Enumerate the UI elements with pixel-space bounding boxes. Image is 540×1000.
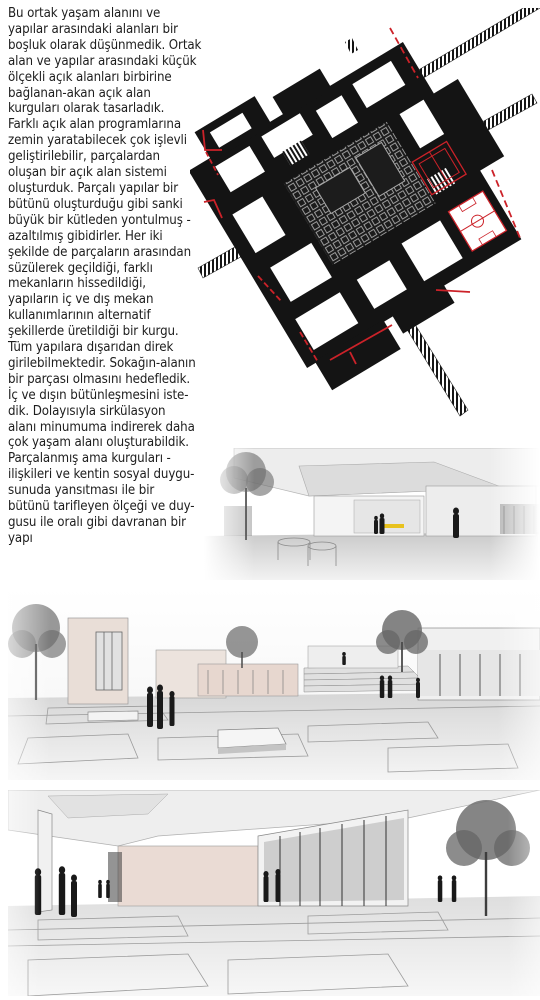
description-line: İç ve dışın bütünleşmesini iste- [8,387,189,403]
description-line: oluşturduk. Parçalı yapılar bir [8,180,179,196]
courtyard-perspective [204,448,540,580]
description-line: sunuda yansıtması ile bir [8,483,155,499]
description-line: gusu ile oralı gibi davranan bir [8,515,186,530]
description-line: geliştirilebilir, parçalardan [8,149,160,165]
description-line: bütünü oluşturduğu gibi sanki [8,196,183,212]
description-line: şekilde de parçaların arasından [8,244,191,260]
description-line: zemin yaratabilecek çok işlevli [8,133,187,149]
description-line: dik. Dolayısıyla sirkülasyon [8,403,166,419]
portico-perspective [8,790,540,996]
description-line: ilişkileri ve kentin sosyal duygu- [8,467,195,483]
description-line: büyük bir kütleden yontulmuş - [8,212,191,228]
circulation-strip-ne [405,8,540,86]
description-line: Tüm yapılara dışarıdan direk [8,340,174,356]
description-line: bütünü tarifleyen ölçeği ve duy- [8,499,195,515]
description-line: kurguları olarak tasarladık. [8,101,165,117]
site-plan-axonometric [190,8,540,428]
description-line: boşluk olarak düşünmedik. Ortak [8,37,202,53]
description-line: kullanımlarının alternatif [8,308,151,324]
description-line: oluşan bir açık alan sistemi [8,165,167,181]
description-line: azaltılmış gibidirler. Her iki [8,228,163,244]
description-line: çok yaşam alanı oluşturabildik. [8,435,189,451]
project-description [8,6,220,547]
street-perspective [8,588,540,780]
description-line: alanı minumuma indirerek daha [8,419,195,435]
description-line: yapı [8,530,33,546]
description-line: yapıların iç ve dış mekan [8,292,154,308]
description-line: şekillerde üretildiği bir kurgu. [8,324,179,340]
description-line: mekanların hissedildiği, [8,276,146,292]
description-line: Bu ortak yaşam alanını ve [8,6,161,21]
description-line: Parçalanmış ama kurguları - [8,451,171,467]
description-line: bağlanan-akan açık alan [8,85,151,101]
description-line: ölçekli açık alanları birbirine [8,69,172,85]
description-line: bir parçası olmasını hedefledik. [8,371,191,387]
description-line: alan ve yapılar arasındaki küçük [8,53,197,69]
description-line: süzülerek geçildiği, farklı [8,260,153,276]
description-line: Farklı açık alan programlarına [8,117,181,133]
description-line: girilebilmektedir. Sokağın-alanın [8,355,196,371]
description-line: yapılar arasındaki alanları bir [8,21,178,37]
